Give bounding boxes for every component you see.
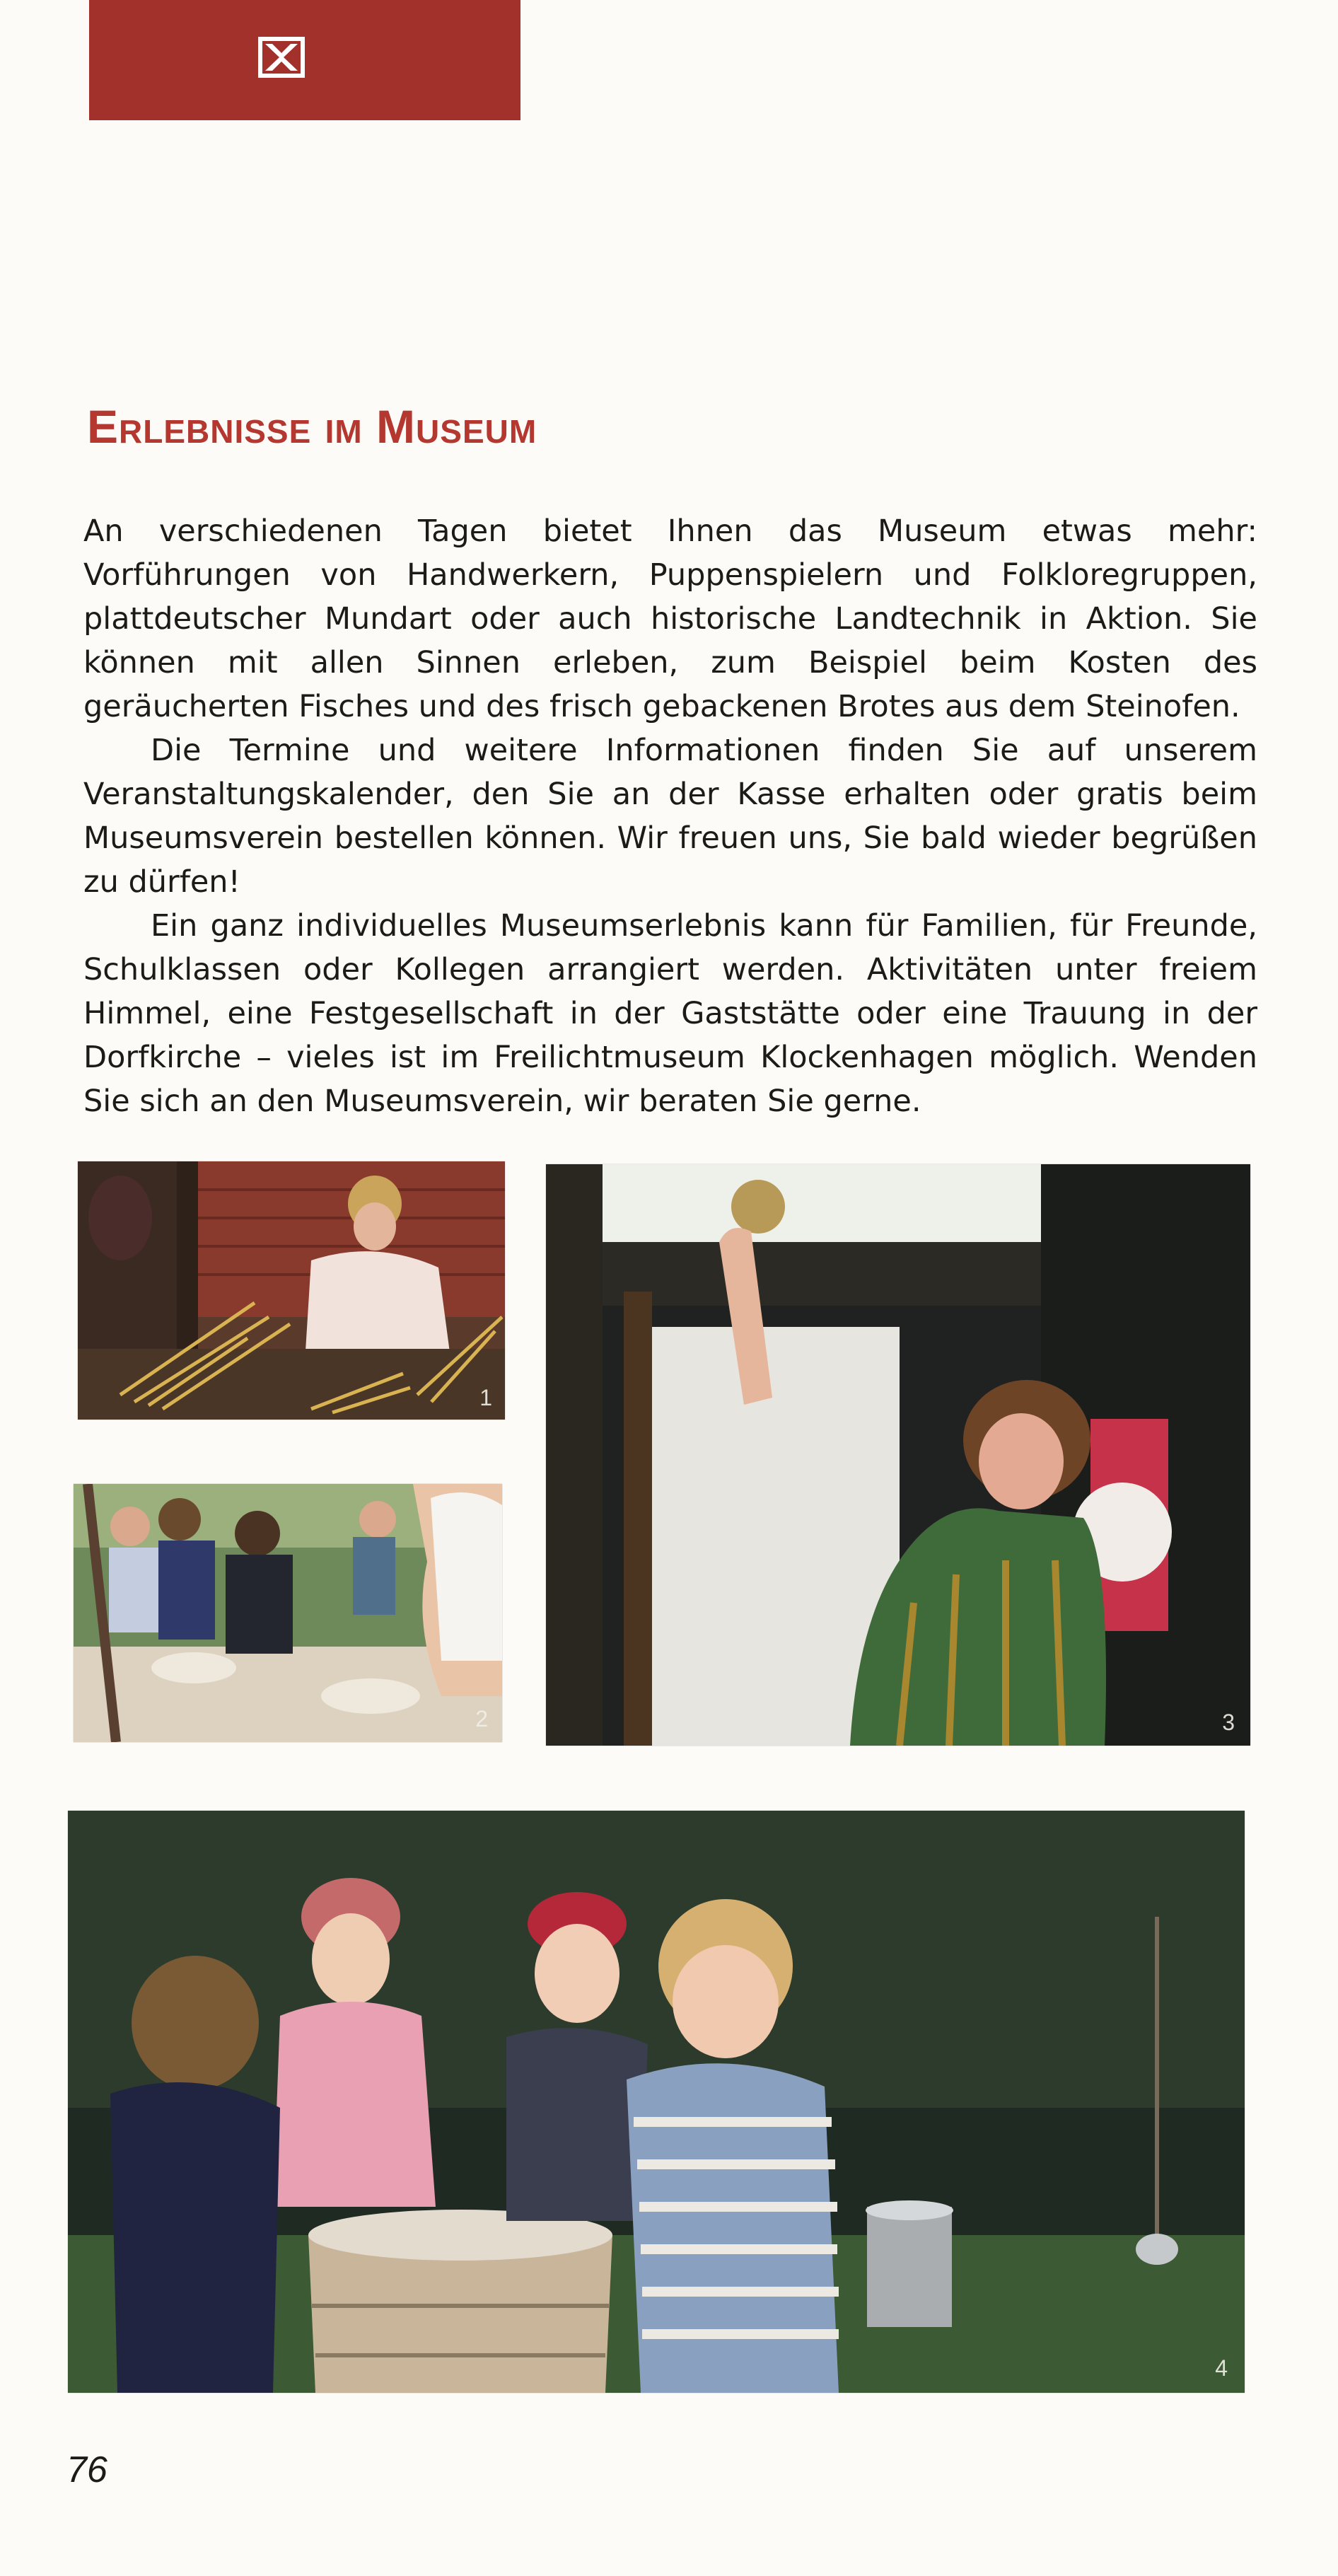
photo-bread-kneading bbox=[74, 1484, 502, 1742]
photo-straw-weaving bbox=[78, 1161, 505, 1420]
paragraph-intro: An verschiedenen Tagen bietet Ihnen das Museum etwas mehr: Vorführungen von Handwerkern, Puppenspielern und Folkloregruppen, plattdeutscher Mundart oder auch historische Landtechnik in Aktion. Sie können mit allen Sinnen erleben, zum Beispiel beim Kosten des geräucherten Fisches und des frisch gebackenen Brotes aus dem Steinofen. bbox=[83, 514, 1257, 724]
photo-children-washing bbox=[68, 1811, 1245, 2393]
paragraph-dates: Die Termine und weitere Informationen finden Sie auf unserem Veranstaltungskalender, den Sie an der Kasse erhalten oder gratis beim Museumsverein bestellen können. Wir freuen uns, Sie bald wieder begrüßen zu dürfen! bbox=[83, 733, 1257, 900]
body-text bbox=[83, 509, 1257, 1123]
page-number: 76 bbox=[66, 2449, 107, 2490]
section-title: Erlebnisse im Museum bbox=[87, 400, 537, 453]
photo-performer bbox=[546, 1164, 1250, 1746]
photo-number: 1 bbox=[479, 1385, 492, 1410]
paragraph-events: Ein ganz individuelles Museumserlebnis kann für Familien, für Freunde, Schulklassen oder Kollegen arrangiert werden. Aktivitäten unter freiem Himmel, eine Festgesellschaft in der Gaststätte oder eine Trauung in der Dorfkirche – vieles ist im Freilichtmuseum Klockenhagen möglich. Wenden Sie sich an den Museumsverein, wir beraten Sie gerne. bbox=[83, 908, 1257, 1119]
museum-logo-icon bbox=[257, 35, 306, 79]
photo-number: 2 bbox=[475, 1706, 488, 1731]
photo-number: 3 bbox=[1222, 1710, 1235, 1735]
photo-number: 4 bbox=[1215, 2355, 1228, 2381]
header-band bbox=[89, 0, 520, 120]
